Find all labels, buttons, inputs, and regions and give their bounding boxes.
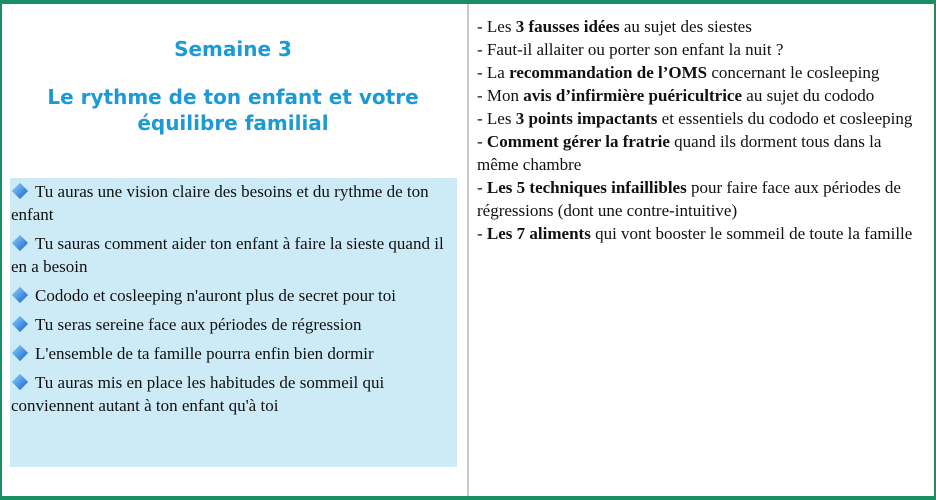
content-item bbox=[477, 176, 917, 222]
benefit-item bbox=[10, 180, 457, 226]
content-item bbox=[477, 61, 917, 84]
column-divider bbox=[467, 4, 469, 496]
benefit-text: Tu seras sereine face aux périodes de régression bbox=[35, 315, 362, 334]
blue-diamond-icon bbox=[11, 234, 29, 252]
content-highlight: recommandation de l’OMS bbox=[509, 63, 708, 82]
content-text: au sujet des siestes bbox=[619, 17, 752, 36]
content-item bbox=[477, 107, 917, 130]
content-text: - bbox=[477, 224, 487, 243]
benefits-panel bbox=[10, 178, 457, 467]
content-text: pour faire face aux périodes de régressions (dont une contre-intuitive) bbox=[477, 178, 901, 220]
content-item bbox=[477, 84, 917, 107]
benefit-item bbox=[10, 284, 457, 307]
content-text: quand ils dorment tous dans la même chambre bbox=[477, 132, 882, 174]
content-text: - La bbox=[477, 63, 510, 82]
content-item bbox=[477, 38, 917, 61]
content-text: au sujet du cododo bbox=[742, 86, 875, 105]
content-highlight: avis d’infirmière puéricultrice bbox=[523, 86, 743, 105]
benefit-item bbox=[10, 232, 457, 278]
content-highlight: Les 7 aliments bbox=[486, 224, 591, 243]
benefit-text: Tu auras mis en place les habitudes de sommeil qui conviennent autant à ton enfant qu'à toi bbox=[11, 373, 385, 415]
content-text: - bbox=[477, 132, 487, 151]
benefit-text: Tu auras une vision claire des besoins et du rythme de ton enfant bbox=[11, 182, 429, 224]
content-text: - Faut-il allaiter ou porter son enfant la nuit ? bbox=[477, 40, 784, 59]
week-title: Semaine 3 bbox=[174, 37, 292, 61]
benefit-item bbox=[10, 342, 457, 365]
content-highlight: Les 5 techniques infaillibles bbox=[486, 178, 687, 197]
content-item bbox=[477, 15, 917, 38]
content-text: - Mon bbox=[477, 86, 524, 105]
header bbox=[10, 36, 456, 136]
blue-diamond-icon bbox=[11, 182, 29, 200]
content-list bbox=[477, 15, 917, 245]
benefit-text: Tu sauras comment aider ton enfant à faire la sieste quand il en a besoin bbox=[11, 234, 444, 276]
page-subtitle: Le rythme de ton enfant et votre équilibre familial bbox=[47, 85, 419, 135]
content-text: et essentiels du cododo et cosleeping bbox=[657, 109, 913, 128]
content-highlight: Comment gérer la fratrie bbox=[486, 132, 670, 151]
benefit-text: L'ensemble de ta famille pourra enfin bien dormir bbox=[35, 344, 374, 363]
content-highlight: 3 points impactants bbox=[515, 109, 658, 128]
content-highlight: 3 fausses idées bbox=[515, 17, 620, 36]
blue-diamond-icon bbox=[11, 286, 29, 304]
benefit-item bbox=[10, 313, 457, 336]
benefit-text: Cododo et cosleeping n'auront plus de secret pour toi bbox=[35, 286, 396, 305]
benefit-item bbox=[10, 371, 457, 417]
content-text: qui vont booster le sommeil de toute la famille bbox=[590, 224, 913, 243]
content-item bbox=[477, 130, 917, 176]
blue-diamond-icon bbox=[11, 315, 29, 333]
blue-diamond-icon bbox=[11, 344, 29, 362]
content-text: - Les bbox=[477, 109, 516, 128]
content-text: - bbox=[477, 178, 487, 197]
blue-diamond-icon bbox=[11, 373, 29, 391]
content-item bbox=[477, 222, 917, 245]
content-text: - Les bbox=[477, 17, 516, 36]
content-text: concernant le cosleeping bbox=[707, 63, 880, 82]
